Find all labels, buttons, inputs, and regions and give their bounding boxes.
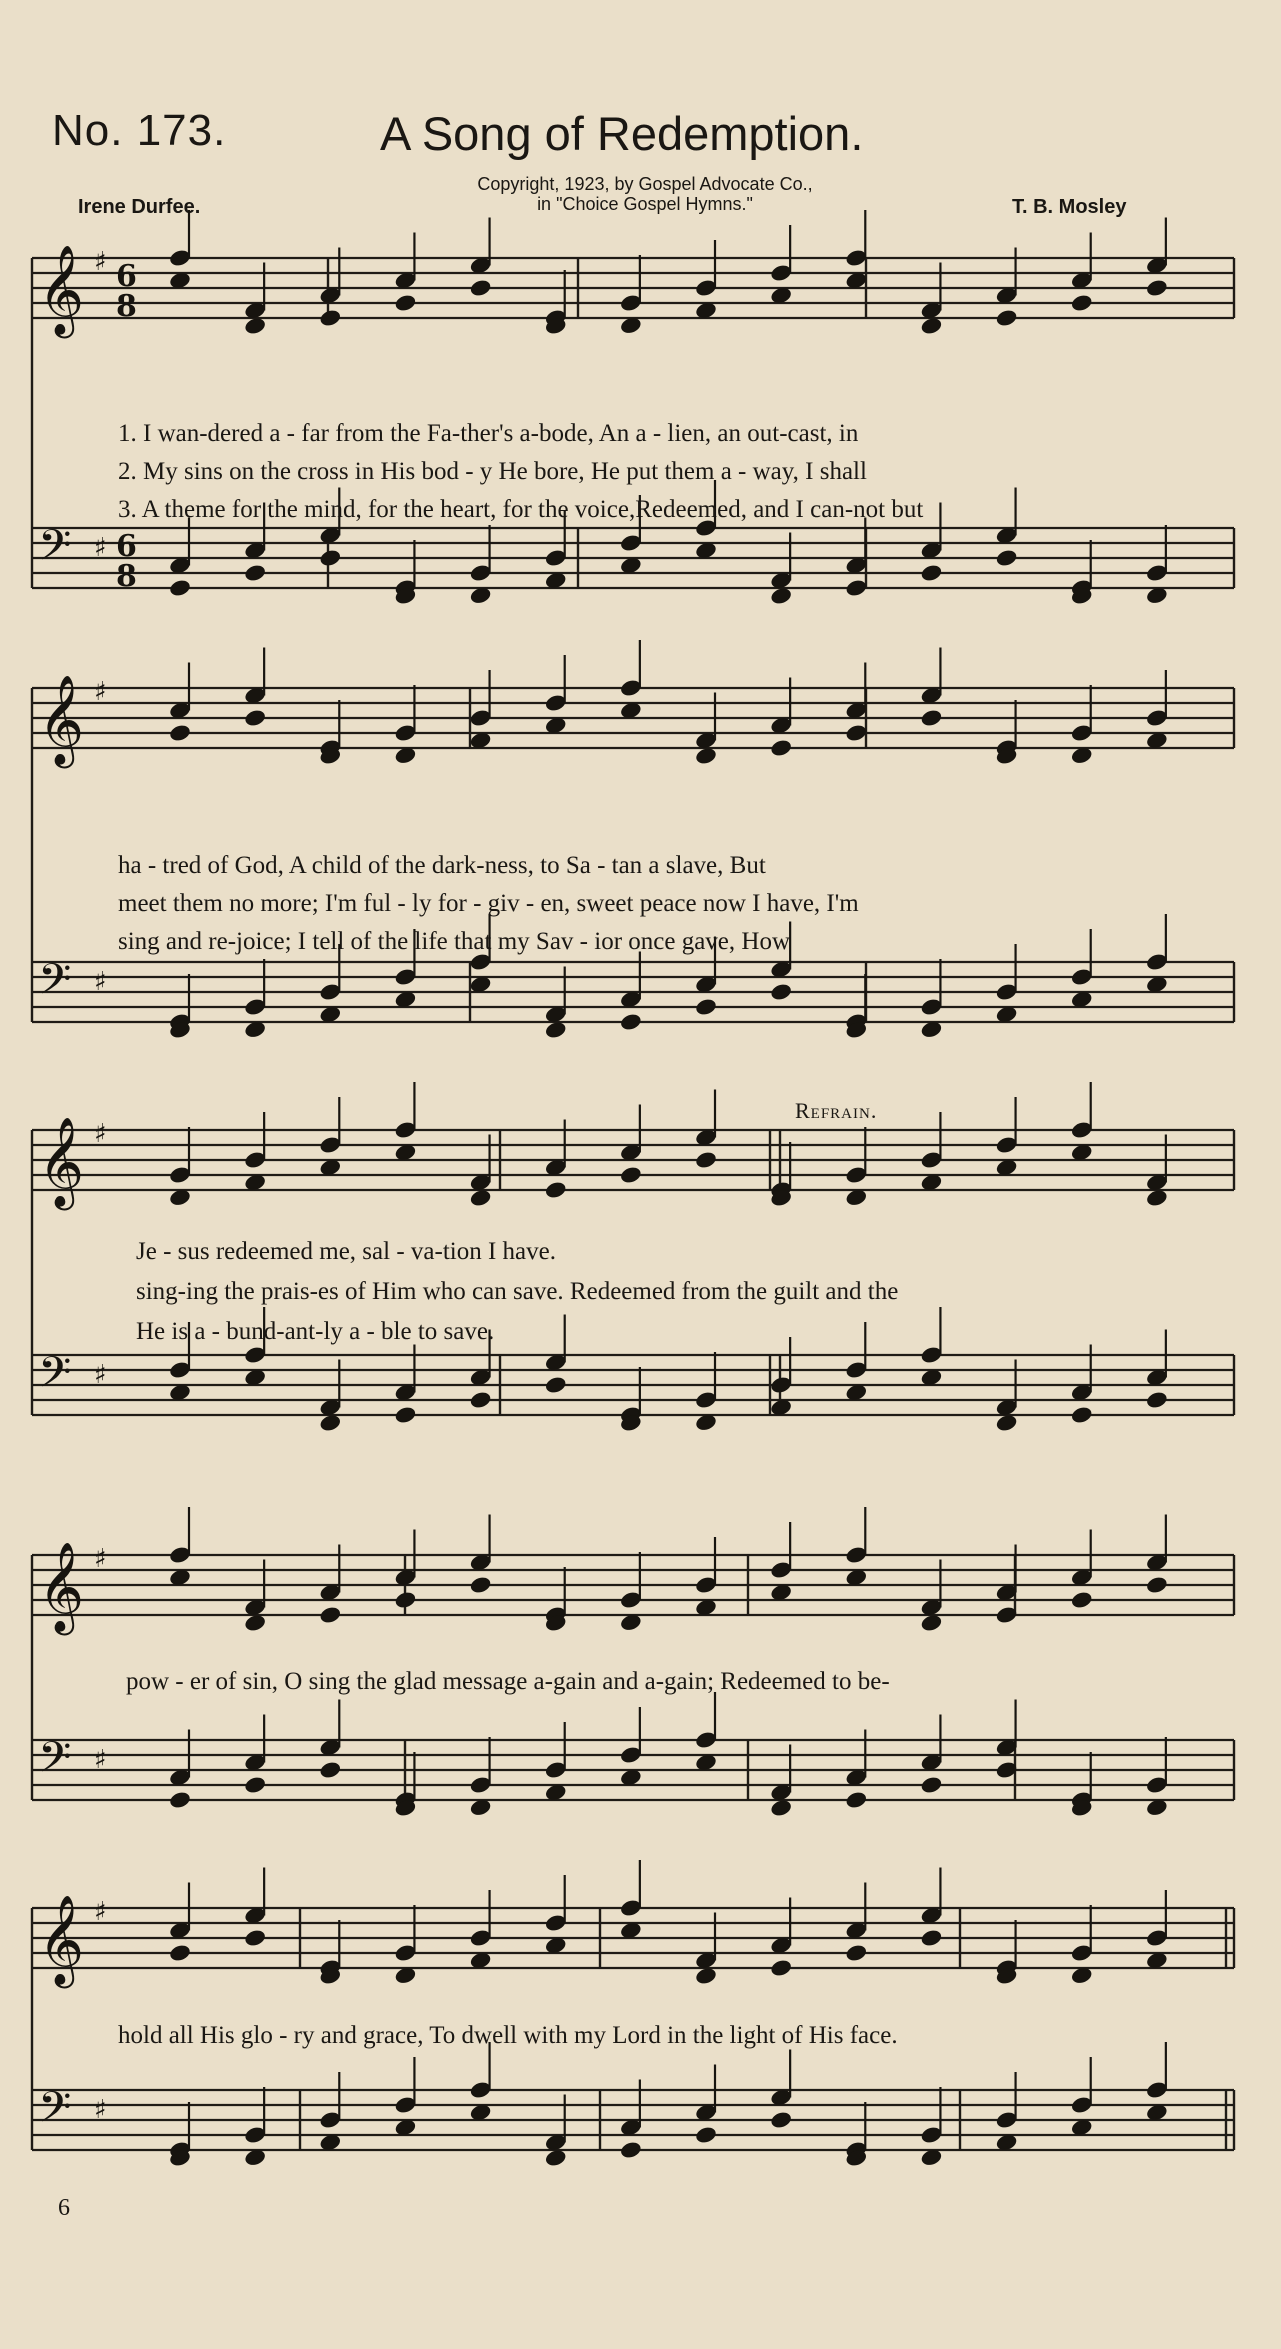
notehead: [168, 1790, 192, 1810]
notehead: [469, 1575, 493, 1595]
notehead: [920, 1775, 944, 1795]
key-signature-sharp-icon: ♯: [94, 1119, 107, 1149]
time-signature-bottom: 8: [116, 559, 137, 594]
lyric-verse-1-line: Je - sus redeemed me, sal - va-tion I have.: [136, 1238, 556, 1265]
lyric-verse-2-line: sing-ing the prais-es of Him who can save. Redeemed from the guilt and the: [136, 1278, 899, 1305]
time-signature-top: 6: [116, 259, 137, 294]
notehead: [995, 548, 1019, 568]
treble-clef-icon: 𝄞: [38, 675, 85, 765]
notehead: [243, 708, 267, 728]
notehead: [844, 1790, 868, 1810]
hymn-title: A Song of Redemption.: [380, 107, 864, 160]
notehead: [318, 308, 342, 328]
notehead: [619, 1012, 643, 1032]
notehead: [694, 2125, 718, 2145]
time-signature-bottom: 8: [116, 289, 137, 324]
bass-clef-icon: 𝄢: [38, 955, 72, 1015]
hymn-number: No. 173.: [52, 106, 227, 155]
notehead: [168, 578, 192, 598]
bass-clef-icon: 𝄢: [38, 2083, 72, 2143]
bass-clef-icon: 𝄢: [38, 521, 72, 581]
key-signature-sharp-icon: ♯: [94, 677, 107, 707]
notehead: [1145, 1390, 1169, 1410]
notehead: [694, 997, 718, 1017]
lyric-verse-3-line: 3. A theme for the mind, for the heart, for the voice,Redeemed, and I can-not but: [118, 496, 924, 523]
treble-clef-icon: 𝄞: [38, 1542, 85, 1632]
time-signature-top: 6: [116, 529, 137, 564]
notehead: [1070, 1405, 1094, 1425]
lyric-refrain-line: pow - er of sin, O sing the glad message a-gain and a-gain; Redeemed to be-: [126, 1668, 890, 1695]
notehead: [168, 723, 192, 743]
lyricist-credit: Irene Durfee.: [78, 196, 201, 218]
refrain-label: Refrain.: [795, 1098, 878, 1123]
notehead: [769, 738, 793, 758]
notehead: [619, 2140, 643, 2160]
notehead: [1145, 278, 1169, 298]
copyright-line-1: Copyright, 1923, by Gospel Advocate Co.,: [477, 174, 813, 194]
treble-clef-icon: 𝄞: [38, 245, 85, 335]
notehead: [844, 1943, 868, 1963]
key-signature-sharp-icon: ♯: [94, 1360, 107, 1390]
bass-clef-icon: 𝄢: [38, 1733, 72, 1793]
notehead: [243, 1775, 267, 1795]
key-signature-sharp-icon: ♯: [94, 247, 107, 277]
notehead: [769, 2110, 793, 2130]
notehead: [1070, 293, 1094, 313]
composer-credit: T. B. Mosley: [1012, 196, 1127, 218]
copyright-line-2: in "Choice Gospel Hymns.": [537, 194, 753, 214]
notehead: [394, 1405, 418, 1425]
notehead: [844, 578, 868, 598]
notehead: [318, 1605, 342, 1625]
notehead: [920, 563, 944, 583]
lyric-refrain-line: hold all His glo - ry and grace, To dwell with my Lord in the light of His face.: [118, 2022, 898, 2049]
key-signature-sharp-icon: ♯: [94, 1745, 107, 1775]
page-number: 6: [58, 2195, 70, 2221]
key-signature-sharp-icon: ♯: [94, 533, 107, 563]
lyric-verse-3-line: sing and re-joice; I tell of the life that my Sav - ior once gave, How: [118, 928, 791, 955]
key-signature-sharp-icon: ♯: [94, 967, 107, 997]
key-signature-sharp-icon: ♯: [94, 1544, 107, 1574]
notehead: [1145, 1575, 1169, 1595]
notehead: [318, 548, 342, 568]
treble-clef-icon: 𝄞: [38, 1117, 85, 1207]
notehead: [694, 1150, 718, 1170]
key-signature-sharp-icon: ♯: [94, 2095, 107, 2125]
lyric-verse-1-line: 1. I wan-dered a - far from the Fa-ther's a-bode, An a - lien, an out-cast, in: [118, 420, 859, 447]
notehead: [844, 723, 868, 743]
notehead: [469, 278, 493, 298]
notehead: [243, 1928, 267, 1948]
notehead: [243, 563, 267, 583]
lyric-verse-2-line: meet them no more; I'm ful - ly for - giv - en, sweet peace now I have, I'm: [118, 890, 859, 917]
notehead: [394, 293, 418, 313]
notehead: [318, 1760, 342, 1780]
key-signature-sharp-icon: ♯: [94, 1897, 107, 1927]
treble-clef-icon: 𝄞: [38, 1895, 85, 1985]
bass-clef-icon: 𝄢: [38, 1348, 72, 1408]
notehead: [619, 1165, 643, 1185]
notehead: [995, 308, 1019, 328]
notehead: [168, 1943, 192, 1963]
notehead: [920, 1928, 944, 1948]
notehead: [1070, 1590, 1094, 1610]
lyric-verse-3-line: He is a - bund-ant-ly a - ble to save.: [136, 1318, 495, 1345]
notehead: [544, 1180, 568, 1200]
notehead: [469, 1390, 493, 1410]
lyric-verse-2-line: 2. My sins on the cross in His bod - y He bore, He put them a - way, I shall: [118, 458, 867, 485]
notehead: [394, 1590, 418, 1610]
notehead: [920, 708, 944, 728]
notehead: [544, 1375, 568, 1395]
notehead: [769, 982, 793, 1002]
lyric-verse-1-line: ha - tred of God, A child of the dark-ness, to Sa - tan a slave, But: [118, 852, 766, 879]
notehead: [769, 1958, 793, 1978]
